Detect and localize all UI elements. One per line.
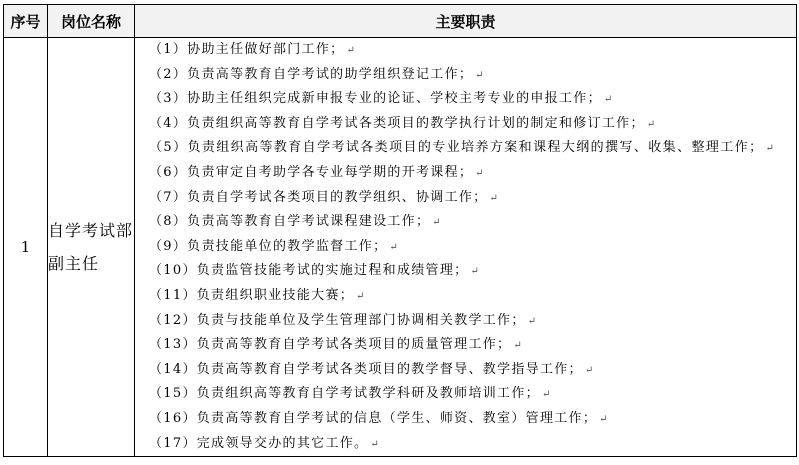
list-item [135,38,796,63]
list-item [135,333,796,358]
list-item [135,210,796,235]
paragraph-mark-icon: ↵ [527,315,537,327]
list-item [135,136,796,161]
paragraph-mark-icon: ↵ [475,167,484,179]
list-item [135,112,796,137]
duty-text: （10）负责监管技能考试的实施过程和成绩管理； [149,263,469,279]
post-name-cell [48,38,135,457]
duty-text: （3）协助主任组织完成新申报专业的论证、学校主考专业的申报工作； [149,91,602,107]
paragraph-mark-icon: ↵ [599,413,608,425]
header-main-duties: 主要职责 [135,5,797,38]
paragraph-mark-icon: ↵ [765,143,774,155]
paragraph-mark-icon: ↵ [389,241,398,253]
paragraph-mark-icon: ↵ [475,69,484,81]
duty-text: （17）完成领导交办的其它工作。 [149,435,369,451]
duty-text: （12）负责与技能单位及学生管理部门协调相关教学工作； [149,312,526,328]
duty-text: （9）负责技能单位的教学监督工作； [149,238,388,254]
list-item [135,284,796,309]
list-item [135,87,796,112]
duty-list [135,38,796,456]
list-item [135,235,796,260]
paragraph-mark-icon: ↵ [370,438,379,450]
list-item [135,186,796,211]
list-item [135,63,796,88]
duty-text: （14）负责高等教育自学考试各类项目的教学督导、教学指导工作； [149,361,583,377]
duty-text: （6）负责审定自考助学各专业每学期的开考课程； [149,164,474,180]
duty-text: （8）负责高等教育自学考试课程建设工作； [149,214,431,230]
duty-text: （5）负责组织高等教育自学考试各类项目的专业培养方案和课程大纲的撰写、收集、整理工作； [149,140,764,156]
duty-text: （1）协助主任做好部门工作； [149,42,345,57]
duty-text: （11）负责组织职业技能大赛； [149,287,355,303]
duty-text: （13）负责高等教育自学考试各类项目的质量管理工作； [149,337,512,353]
serial-number-cell: 1 [4,38,48,457]
duty-text: （15）负责组织高等教育自学考试教学科研及教师培训工作； [149,386,540,402]
paragraph-mark-icon: ↵ [470,266,479,278]
list-item [135,407,796,432]
paragraph-mark-icon: ↵ [603,94,613,106]
header-row [4,5,797,38]
duty-text: （16）负责高等教育自学考试的信息（学生、师资、教室）管理工作； [149,410,598,426]
paragraph-mark-icon: ↵ [541,389,551,401]
duty-text: （7）负责自学考试各类项目的教学组织、协调工作； [149,189,488,205]
list-item [135,432,796,457]
paragraph-mark-icon: ↵ [356,290,365,302]
list-item [135,309,796,334]
job-duties-table [3,4,797,457]
list-item [135,382,796,407]
paragraph-mark-icon: ↵ [489,192,498,204]
paragraph-mark-icon: ↵ [584,364,594,376]
paragraph-mark-icon: ↵ [646,118,656,130]
list-item [135,161,796,186]
duties-cell [135,38,797,457]
post-name: 自学考试部副主任 [48,221,134,274]
paragraph-mark-icon: ↵ [346,45,355,56]
header-serial-number: 序号 [4,5,48,38]
list-item [135,358,796,383]
table-row [4,38,797,457]
list-item [135,259,796,284]
header-post-name: 岗位名称 [48,5,135,38]
paragraph-mark-icon: ↵ [432,217,441,229]
duty-text: （4）负责组织高等教育自学考试各类项目的教学执行计划的制定和修订工作； [149,115,645,131]
duty-text: （2）负责高等教育自学考试的助学组织登记工作； [149,66,474,82]
paragraph-mark-icon: ↵ [513,340,522,352]
